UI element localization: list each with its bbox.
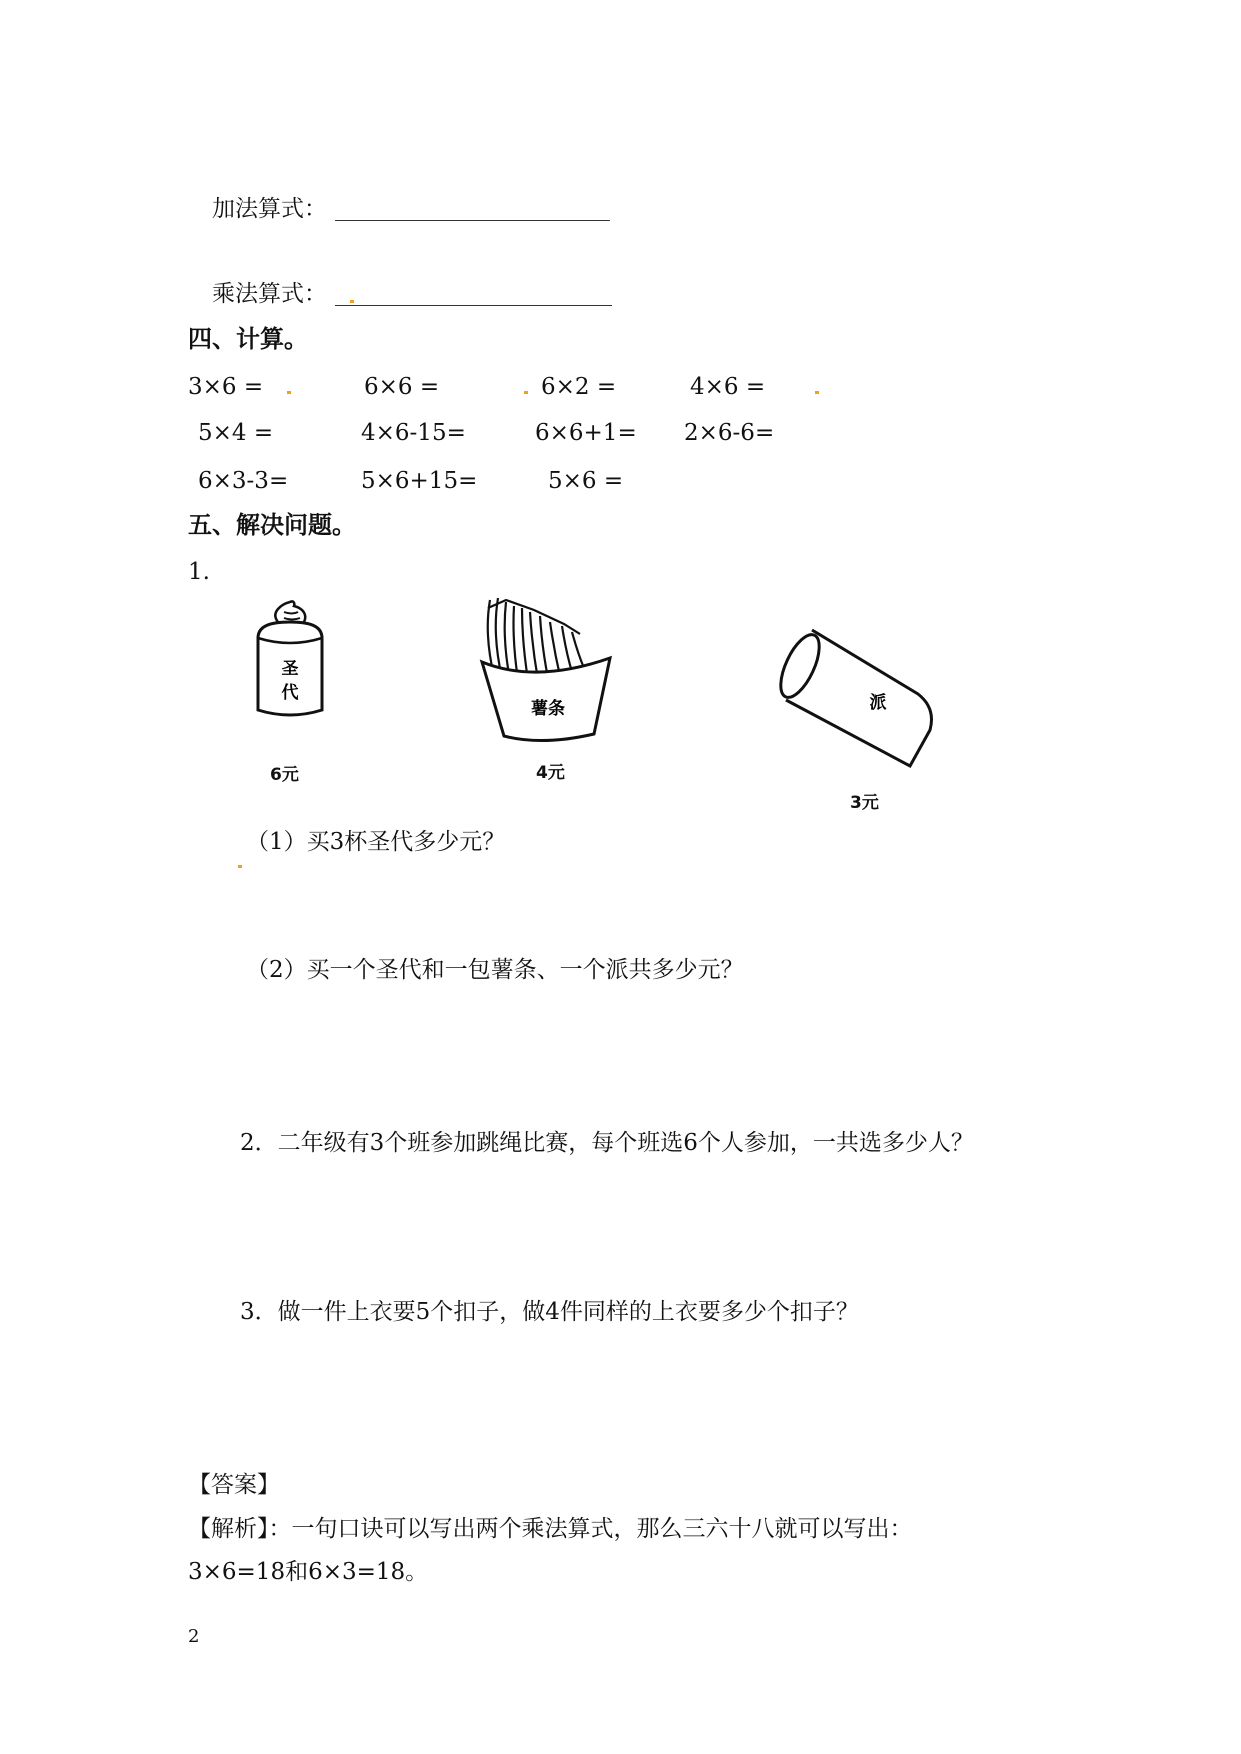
multiplication-label: 乘法算式：	[212, 281, 327, 307]
calc-item: 6×3-3=	[198, 468, 289, 494]
answer-title: 【答案】	[188, 1472, 280, 1498]
calc-item: 4×6-15=	[361, 420, 466, 446]
calc-item: 6×6 =	[364, 374, 440, 400]
marker-dot	[815, 391, 819, 394]
question-2: 2．二年级有3个班参加跳绳比赛，每个班选6个人参加，一共选多少人？	[240, 1130, 974, 1156]
calc-item: 5×6+15=	[361, 468, 478, 494]
addition-answer-blank[interactable]	[335, 220, 610, 221]
marker-dot	[524, 391, 528, 394]
calc-item: 2×6-6=	[684, 420, 775, 446]
question-1-1: （1）买3杯圣代多少元？	[246, 829, 506, 855]
fries-price: 4元	[536, 763, 565, 783]
analysis-line-2: 3×6=18和6×3=18。	[188, 1559, 429, 1585]
question-1-2: （2）买一个圣代和一包薯条、一个派共多少元？	[246, 957, 744, 983]
sundae-price: 6元	[270, 765, 299, 785]
page-number: 2	[188, 1626, 200, 1647]
calc-item: 5×6 =	[548, 468, 624, 494]
sundae-label-line2: 代	[281, 683, 299, 703]
section4-heading: 四、计算。	[188, 325, 308, 353]
analysis-line-1	[188, 1514, 913, 1544]
fries-icon	[476, 594, 616, 749]
calc-item: 6×2 =	[541, 374, 617, 400]
pie-icon	[770, 606, 950, 776]
analysis-label: 【解析】	[188, 1516, 269, 1542]
sundae-label-line1: 圣	[281, 659, 299, 679]
addition-label: 加法算式：	[212, 196, 327, 222]
question-1-number: 1.	[188, 559, 210, 585]
calc-item: 6×6+1=	[535, 420, 637, 446]
multiplication-answer-blank[interactable]	[335, 305, 612, 306]
question-3: 3．做一件上衣要5个扣子，做4件同样的上衣要多少个扣子？	[240, 1299, 859, 1325]
pie-price: 3元	[850, 793, 879, 813]
sundae-cup-icon	[248, 598, 333, 725]
calc-item: 5×4 =	[198, 420, 274, 446]
calc-item: 3×6 =	[188, 374, 264, 400]
calc-item: 4×6 =	[690, 374, 766, 400]
section5-heading: 五、解决问题。	[188, 511, 356, 539]
pie-label: 派	[869, 693, 887, 713]
analysis-text: ：一句口诀可以写出两个乘法算式，那么三六十八就可以写出：	[268, 1516, 913, 1542]
marker-dot	[350, 300, 354, 303]
marker-dot	[238, 865, 242, 868]
fries-label: 薯条	[531, 699, 565, 719]
marker-dot	[287, 391, 291, 394]
